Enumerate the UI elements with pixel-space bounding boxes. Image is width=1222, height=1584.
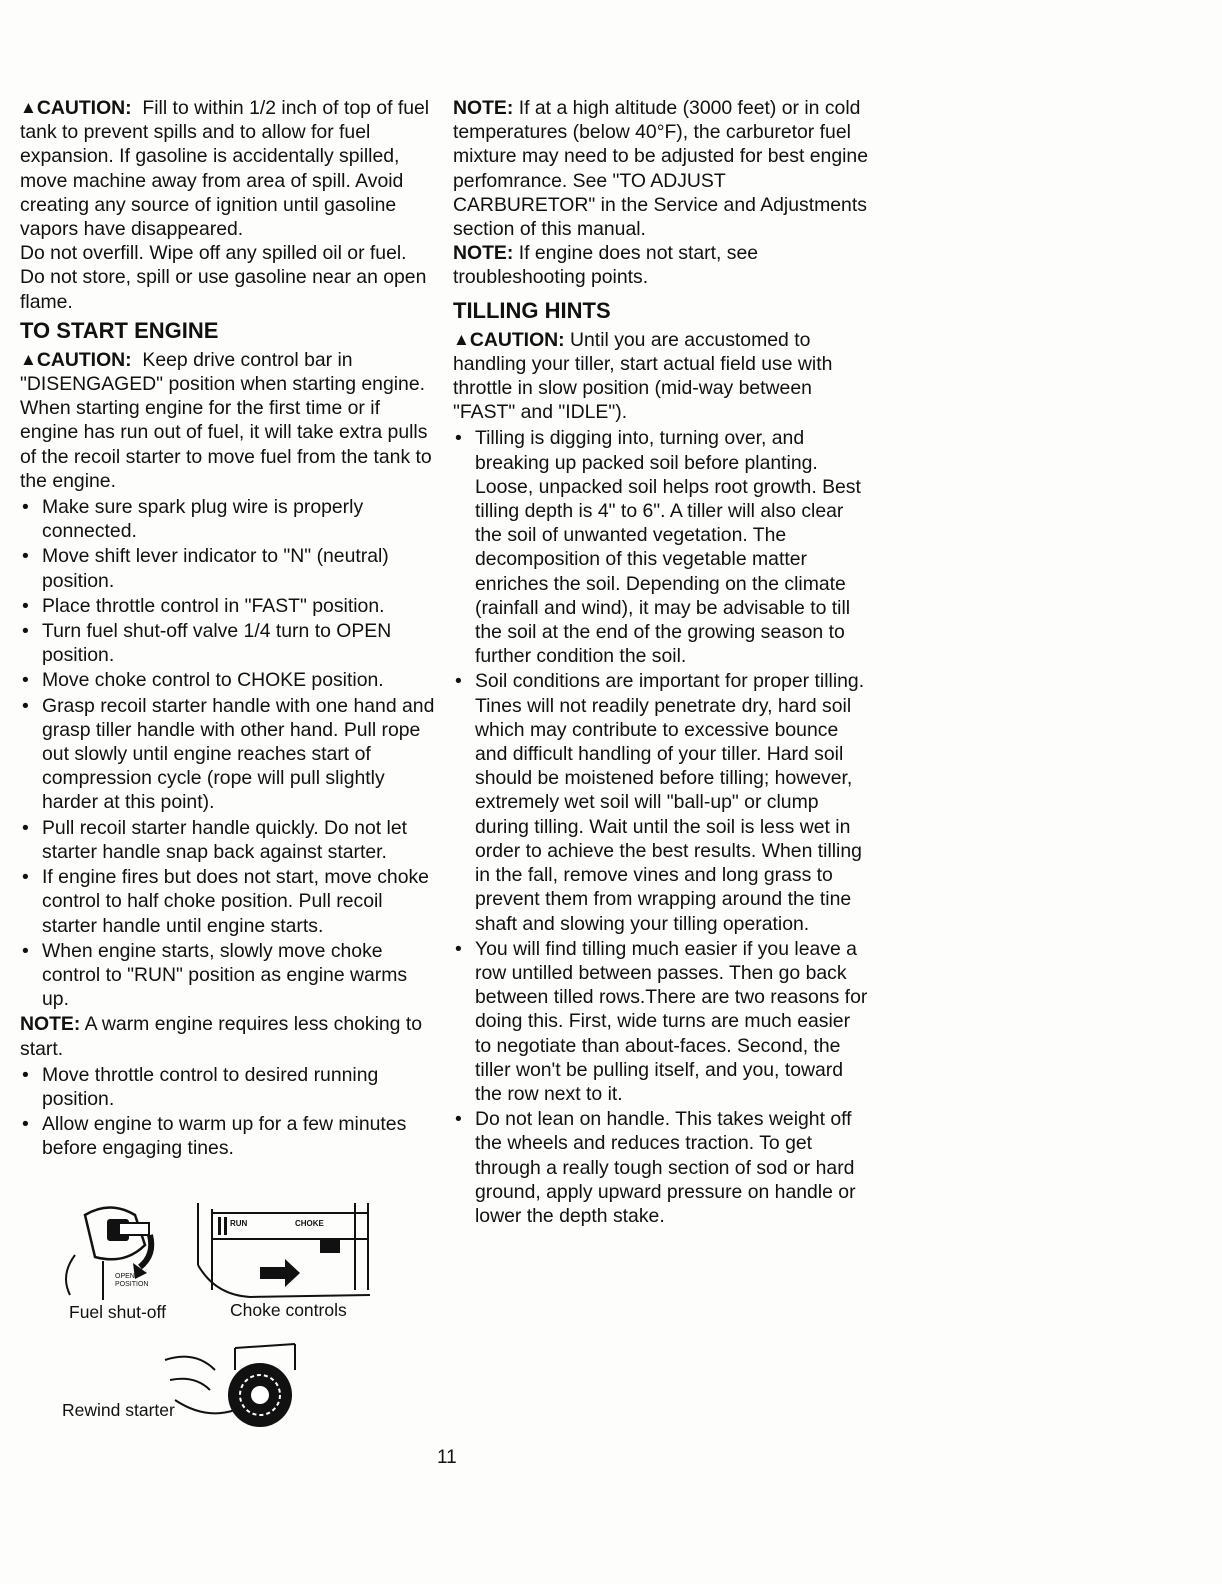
open-position-tag: OPEN POSITION (115, 1273, 149, 1288)
list-item: • If engine fires but does not start, move choke control to half choke position. Pull recoil starter handle until engine starts. (20, 865, 436, 938)
section-heading-start-engine: TO START ENGINE (20, 317, 219, 343)
caution-text: Until you are accustomed to handling your tiller, start actual field use with throttle in slow position (mid-way between "FAST" and "IDLE"). (453, 328, 833, 424)
illustrations (55, 1195, 395, 1435)
list-item: • Soil conditions are important for proper tilling. Tines will not readily penetrate dry, hard soil which may contribute to excessive bounce and difficult handling of your tiller. Hard soil should be moistened before tilling; however, extremely wet soil will "ball-up" or clump during tilling. Wait until the soil is less wet in order to achieve the best results. When tilling in the fall, remove vines and long grass to prevent them from wrapping around the tine shaft and slowing your tilling operation. (453, 669, 871, 935)
list-item: • Move choke control to CHOKE position. (20, 668, 436, 692)
list-item: • When engine starts, slowly move choke control to "RUN" position as engine warms up. (20, 939, 436, 1012)
list-item: • You will find tilling much easier if you leave a row untilled between passes. Then go back between tilled rows.There are two reasons for doing this. First, wide turns are much easier to negotiate than about-faces. Second, the tiller won't be pulling itself, and you, toward the row next to it. (453, 937, 871, 1106)
caution-text: Fill to within 1/2 inch of top of fuel tank to prevent spills and to allow for fuel expansion. If gasoline is accidentally spilled, move machine away from area of spill. Avoid creating any source of ignition until gasoline vapors have disappeared. (20, 97, 430, 241)
note-label: NOTE: (20, 1013, 81, 1036)
warm-engine-note (20, 1012, 436, 1060)
page-number: 11 (437, 1447, 457, 1468)
caution-fuel-fill (20, 96, 436, 241)
choke-tag: CHOKE (295, 1219, 324, 1228)
fuel-shutoff-caption: Fuel shut-off (69, 1302, 166, 1322)
first-start-paragraph: When starting engine for the first time or if engine has run out of fuel, it will take extra pulls of the recoil starter to move fuel from the tank to the engine. (20, 397, 432, 492)
list-item: • Move throttle control to desired running position. (20, 1063, 436, 1111)
section-heading-tilling-hints: TILLING HINTS (453, 297, 611, 323)
note-text: If at a high altitude (3000 feet) or in cold temperatures (below 40°F), the carburetor fuel mixture may need to be adjusted for best engine perfomrance. See "TO ADJUST CARBURETOR" in the Service and Adjustments section of this manual. (453, 97, 868, 241)
list-item: • Turn fuel shut-off valve 1/4 turn to OPEN position. (20, 619, 436, 667)
start-steps-list (20, 495, 436, 1011)
list-item: • Tilling is digging into, turning over, and breaking up packed soil before planting. Loose, unpacked soil helps root growth. Best tilling depth is 4" to 6". A tiller will also clear the soil of unwanted vegetation. The decomposition of this vegetable matter enriches the soil. Depending on the climate (rainfall and wind), it may be advisable to till the soil at the end of the growing season to further condition the soil. (453, 426, 871, 668)
note-text: If engine does not start, see troubleshooting points. (453, 242, 759, 289)
warning-triangle-icon: ▲ (453, 329, 470, 349)
list-item: • Do not lean on handle. This takes weight off the wheels and reduces traction. To get through a really tough section of sod or hard ground, apply upward pressure on handle or lower the depth stake. (453, 1107, 871, 1228)
list-item: • Grasp recoil starter handle with one hand and grasp tiller handle with other hand. Pull rope out slowly until engine reaches start of compression cycle (rope will pull slightly harder at this point). (20, 694, 436, 815)
overfill-paragraph: Do not overfill. Wipe off any spilled oil or fuel. Do not store, spill or use gasoline near an open flame. (20, 242, 427, 313)
list-item: • Pull recoil starter handle quickly. Do not let starter handle snap back against starter. (20, 816, 436, 864)
caution-text: Keep drive control bar in "DISENGAGED" position when starting engine. (20, 348, 426, 396)
left-column (20, 96, 436, 1162)
warning-triangle-icon: ▲ (20, 349, 37, 369)
troubleshoot-note (453, 241, 871, 289)
right-column (453, 96, 871, 1229)
rewind-starter-illustration (155, 1340, 315, 1430)
caution-label: CAUTION: (469, 328, 565, 351)
rewind-starter-caption: Rewind starter (62, 1400, 175, 1420)
list-item: • Place throttle control in "FAST" position. (20, 594, 436, 618)
caution-drive-control (20, 348, 436, 396)
warmup-steps-list (20, 1063, 436, 1161)
choke-controls-illustration (190, 1195, 380, 1300)
list-item: • Allow engine to warm up for a few minutes before engaging tines. (20, 1112, 436, 1160)
tilling-hints-list (453, 426, 871, 1228)
caution-label: CAUTION: (36, 348, 132, 371)
caution-tiller-handling (453, 328, 871, 425)
note-label: NOTE: (453, 97, 514, 119)
note-label: NOTE: (453, 242, 514, 265)
caution-label: CAUTION: (36, 97, 132, 119)
altitude-note (453, 96, 871, 241)
list-item: • Move shift lever indicator to "N" (neutral) position. (20, 544, 436, 592)
list-item: • Make sure spark plug wire is properly connected. (20, 495, 436, 543)
run-tag: RUN (230, 1219, 248, 1228)
warning-triangle-icon: ▲ (20, 98, 37, 117)
choke-controls-caption: Choke controls (230, 1300, 347, 1320)
note-text: A warm engine requires less choking to start. (20, 1013, 423, 1060)
